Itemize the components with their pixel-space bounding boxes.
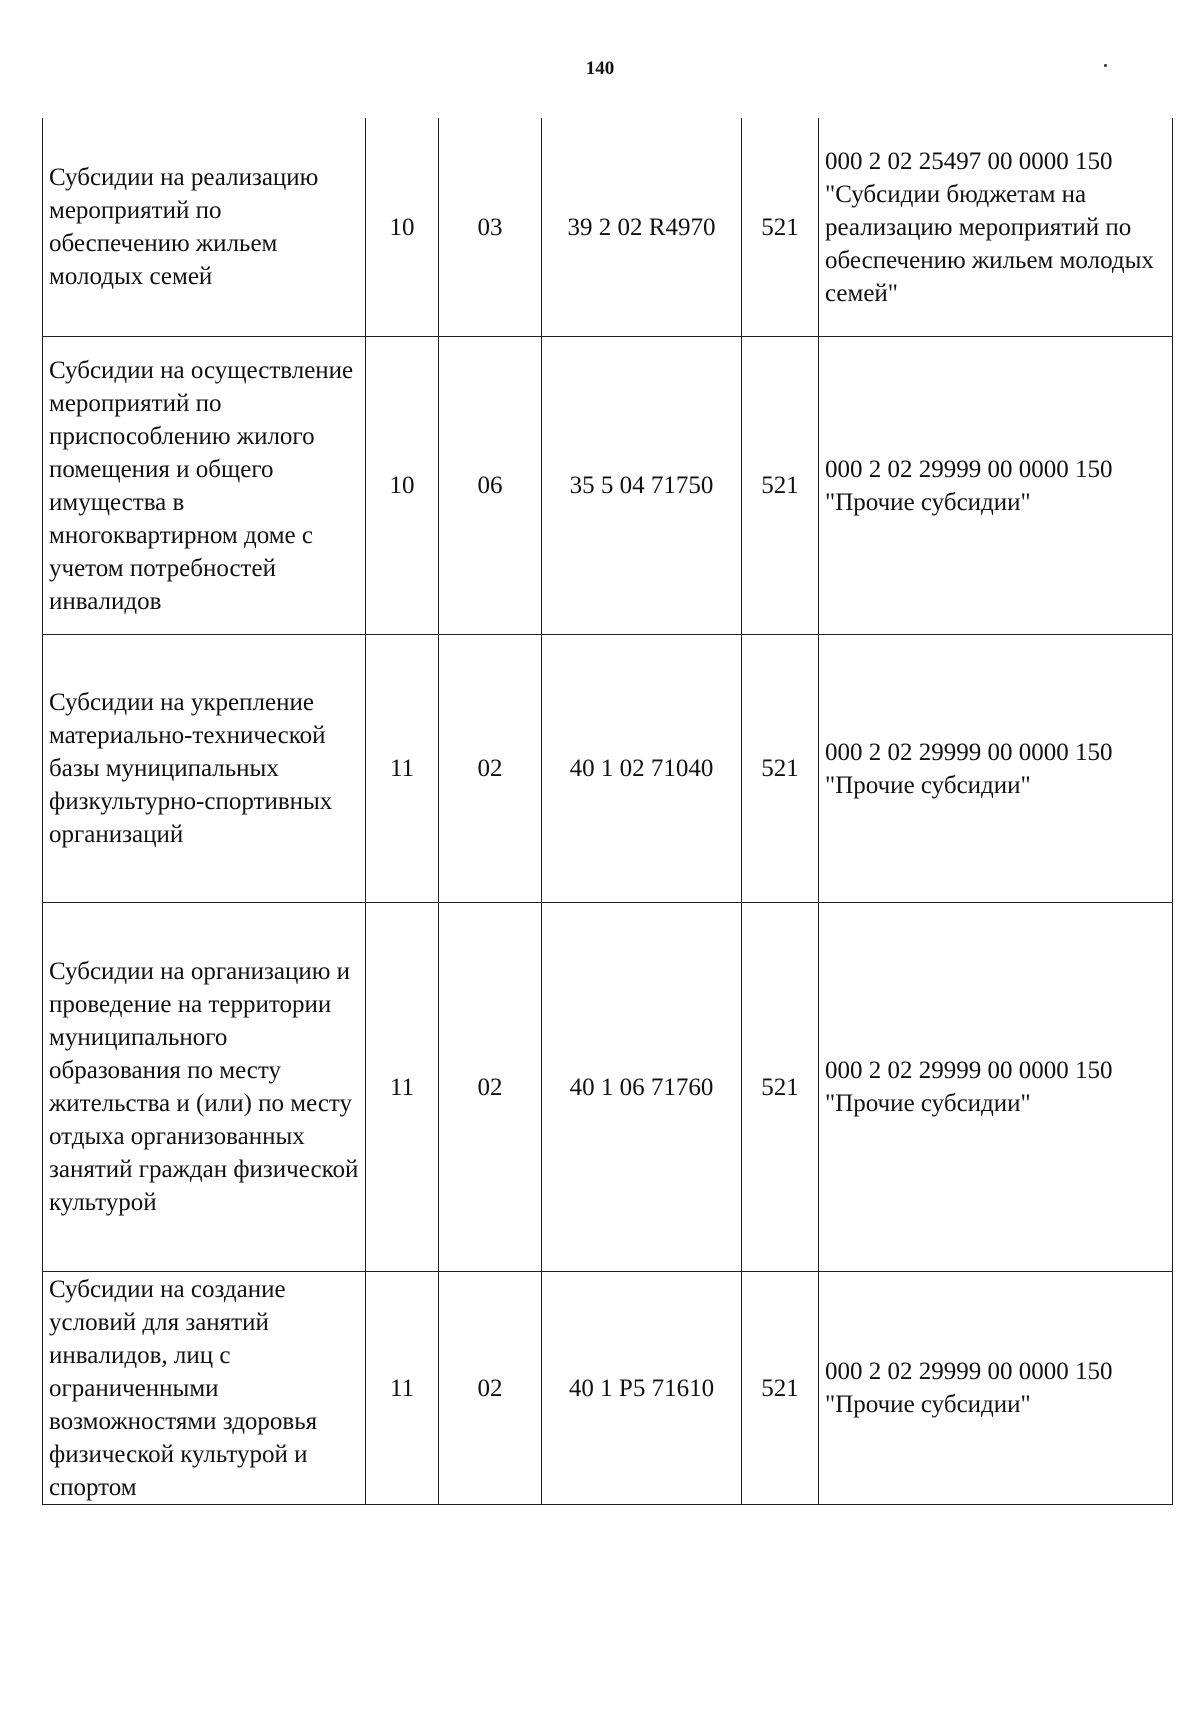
subsection-cell: 06 [439, 337, 542, 635]
subsidy-name-cell: Субсидии на организацию и проведение на территории муниципального образования по месту жительства и (или) по месту отдыха организованных занятий граждан физической культурой [43, 903, 366, 1272]
target-code-cell: 35 5 04 71750 [542, 337, 742, 635]
target-code-cell: 40 1 02 71040 [542, 635, 742, 903]
expense-type-cell: 521 [742, 118, 819, 337]
scan-speck [1104, 64, 1107, 67]
table-row [43, 903, 1173, 1272]
subsidy-name-cell: Субсидии на создание условий для занятий инвалидов, лиц с ограниченными возможностями здоровья физической культурой и спортом [43, 1272, 366, 1505]
income-code-cell: 000 2 02 29999 00 0000 150 "Прочие субсидии" [819, 903, 1173, 1272]
target-code-cell: 40 1 06 71760 [542, 903, 742, 1272]
expense-type-cell: 521 [742, 903, 819, 1272]
target-code-cell: 39 2 02 R4970 [542, 118, 742, 337]
income-code-cell: 000 2 02 29999 00 0000 150 "Прочие субсидии" [819, 1272, 1173, 1505]
page-number: 140 [585, 58, 615, 79]
subsidy-name-cell: Субсидии на осуществление мероприятий по приспособлению жилого помещения и общего имущества в многоквартирном доме с учетом потребностей инвалидов [43, 337, 366, 635]
expense-type-cell: 521 [742, 1272, 819, 1505]
table-row [43, 337, 1173, 635]
subsection-cell: 03 [439, 118, 542, 337]
section-cell: 10 [366, 337, 439, 635]
table-row [43, 635, 1173, 903]
income-code-cell: 000 2 02 29999 00 0000 150 "Прочие субсидии" [819, 337, 1173, 635]
subsection-cell: 02 [439, 1272, 542, 1505]
expense-type-cell: 521 [742, 337, 819, 635]
subsidies-table [42, 118, 1173, 1505]
section-cell: 11 [366, 635, 439, 903]
income-code-cell: 000 2 02 29999 00 0000 150 "Прочие субсидии" [819, 635, 1173, 903]
subsidy-name-cell: Субсидии на реализацию мероприятий по обеспечению жильем молодых семей [43, 118, 366, 337]
subsection-cell: 02 [439, 903, 542, 1272]
table-row [43, 118, 1173, 337]
table-row [43, 1272, 1173, 1505]
subsidy-name-cell: Субсидии на укрепление материально-технической базы муниципальных физкультурно-спортивных организаций [43, 635, 366, 903]
subsection-cell: 02 [439, 635, 542, 903]
section-cell: 10 [366, 118, 439, 337]
section-cell: 11 [366, 903, 439, 1272]
income-code-cell: 000 2 02 25497 00 0000 150 "Субсидии бюджетам на реализацию мероприятий по обеспечению жильем молодых семей" [819, 118, 1173, 337]
section-cell: 11 [366, 1272, 439, 1505]
expense-type-cell: 521 [742, 635, 819, 903]
target-code-cell: 40 1 P5 71610 [542, 1272, 742, 1505]
